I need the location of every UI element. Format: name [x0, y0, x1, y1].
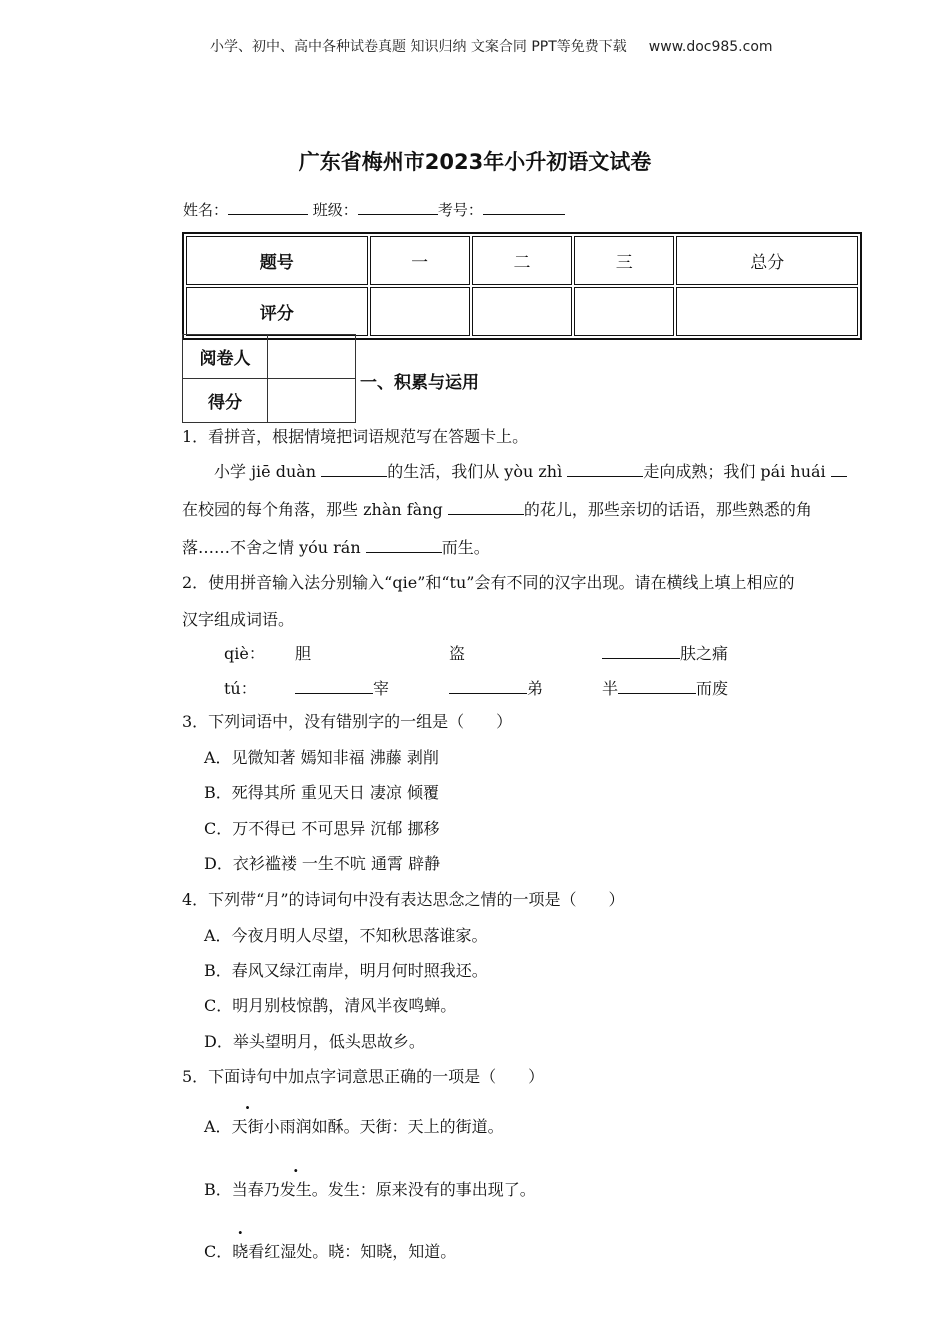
q4-option-b[interactable]: B．春风又绿江南岸，明月何时照我还。 [204, 961, 488, 980]
q4-option-c[interactable]: C．明月别枝惊鹊，清风半夜鸣蝉。 [204, 996, 457, 1015]
option-text: 。发生：原来没有的事出现了。 [311, 1180, 536, 1199]
score-value-row [186, 287, 858, 336]
q2-row2-a [295, 676, 389, 699]
emphasis-dotted-text: 晓 [232, 1242, 249, 1261]
q4-option-d[interactable]: D．举头望明月，低头思故乡。 [204, 1032, 425, 1051]
q2-text: 弟 [527, 679, 544, 698]
score-cell: 二 [472, 236, 572, 285]
section-heading: 一、积累与运用 [360, 373, 479, 393]
q3-option-b[interactable]: B．死得其所 重见天日 凄凉 倾覆 [204, 783, 440, 802]
reviewer-cell[interactable] [268, 335, 356, 379]
option-label: C． [204, 1242, 233, 1261]
q3-option-c[interactable]: C．万不得已 不可思异 沉郁 挪移 [204, 819, 440, 838]
q1-text: 落……不舍之情 yóu rán [182, 538, 361, 557]
q2-row2-c [602, 676, 728, 699]
option-text: 当春乃 [231, 1180, 280, 1199]
q1-text: 的花儿，那些亲切的话语，那些熟悉的角 [523, 500, 812, 519]
q1-text: 的生活，我们从 yòu zhì [387, 462, 563, 481]
option-label: B． [204, 1180, 232, 1199]
exam-no-label: 考号： [437, 201, 483, 219]
q2-text: 而废 [696, 679, 729, 698]
q2-stem-1: 2．使用拼音输入法分别输入“qie”和“tu”会有不同的汉字出现。请在横线上填上相应的 [182, 573, 795, 592]
option-text: 小雨润如酥。天街：天上的街道。 [263, 1117, 504, 1136]
score-input-cell[interactable] [676, 287, 858, 336]
q2-row1-c [602, 641, 728, 664]
q1-text: 小学 jiē duàn [214, 462, 317, 481]
name-blank[interactable] [228, 200, 308, 215]
header-url[interactable]: www.doc985.com [648, 39, 773, 55]
q1-line3 [182, 535, 490, 558]
answer-blank[interactable] [366, 538, 442, 553]
emphasis-dotted-text: 天街 [231, 1117, 264, 1136]
option-text: 看红湿处。晓：知晓，知道。 [248, 1242, 457, 1261]
answer-blank[interactable] [449, 679, 527, 694]
q2-row1-a: 胆 [295, 644, 312, 663]
score-input-cell[interactable] [370, 287, 470, 336]
score-input-cell[interactable] [472, 287, 572, 336]
name-label: 姓名： [183, 201, 229, 219]
class-label: 班级： [312, 201, 358, 219]
q2-text: 半 [602, 679, 619, 698]
score-row-label: 评分 [186, 287, 368, 336]
q2-text: 宰 [373, 679, 390, 698]
score-cell: 题号 [186, 236, 368, 285]
score-cell: 三 [574, 236, 674, 285]
emphasis-dotted-text: 发生 [279, 1180, 312, 1199]
answer-blank[interactable] [831, 462, 847, 477]
student-info [183, 199, 565, 220]
answer-blank[interactable] [321, 462, 387, 477]
q5-stem: 5．下面诗句中加点字词意思正确的一项是（ ） [182, 1067, 545, 1086]
answer-blank[interactable] [602, 644, 680, 659]
q2-row1-label: qiè： [224, 644, 265, 663]
q1-text: 而生。 [441, 538, 490, 557]
q5-option-b[interactable] [204, 1177, 536, 1200]
answer-blank[interactable] [448, 500, 524, 515]
grader-score-cell[interactable] [268, 379, 356, 423]
q1-line2 [182, 497, 812, 520]
score-header-row [186, 236, 858, 285]
q4-option-a[interactable]: A．今夜月明人尽望，不知秋思落谁家。 [204, 926, 488, 945]
header-text: 小学、初中、高中各种试卷真题 知识归纳 文案合同 PPT等免费下载 [210, 39, 627, 55]
score-input-cell[interactable] [574, 287, 674, 336]
answer-blank[interactable] [567, 462, 643, 477]
q2-stem-2: 汉字组成词语。 [182, 610, 295, 629]
q1-text: 在校园的每个角落，那些 zhàn fàng [182, 500, 443, 519]
grader-score-label: 得分 [183, 379, 268, 423]
q1-text: 走向成熟；我们 pái huái [643, 462, 826, 481]
q5-option-a[interactable] [204, 1114, 504, 1137]
q5-option-c[interactable] [204, 1239, 456, 1262]
score-cell: 一 [370, 236, 470, 285]
score-cell: 总分 [676, 236, 858, 285]
q4-stem: 4．下列带“月”的诗词句中没有表达思念之情的一项是（ ） [182, 890, 625, 909]
q3-option-d[interactable]: D．衣衫褴褛 一生不吭 通霄 辟静 [204, 854, 441, 873]
page-header [210, 36, 773, 56]
option-label: A． [204, 1117, 232, 1136]
answer-blank[interactable] [618, 679, 696, 694]
answer-blank[interactable] [295, 679, 373, 694]
q3-stem: 3．下列词语中，没有错别字的一组是（ ） [182, 712, 513, 731]
q2-row2-label: tú： [224, 679, 257, 698]
class-blank[interactable] [358, 200, 438, 215]
score-table [182, 232, 862, 340]
q1-stem: 1．看拼音，根据情境把词语规范写在答题卡上。 [182, 427, 529, 446]
reviewer-label: 阅卷人 [183, 335, 268, 379]
q2-text: 肤之痛 [680, 644, 729, 663]
q2-row1-b: 盗 [449, 644, 466, 663]
q3-option-a[interactable]: A．见微知著 嫣知非福 沸藤 剥削 [204, 748, 439, 767]
q1-line1 [214, 459, 847, 482]
page-title: 广东省梅州市2023年小升初语文试卷 [298, 150, 652, 174]
grader-table [182, 334, 356, 423]
exam-no-blank[interactable] [483, 200, 565, 215]
q2-row2-b [449, 676, 543, 699]
